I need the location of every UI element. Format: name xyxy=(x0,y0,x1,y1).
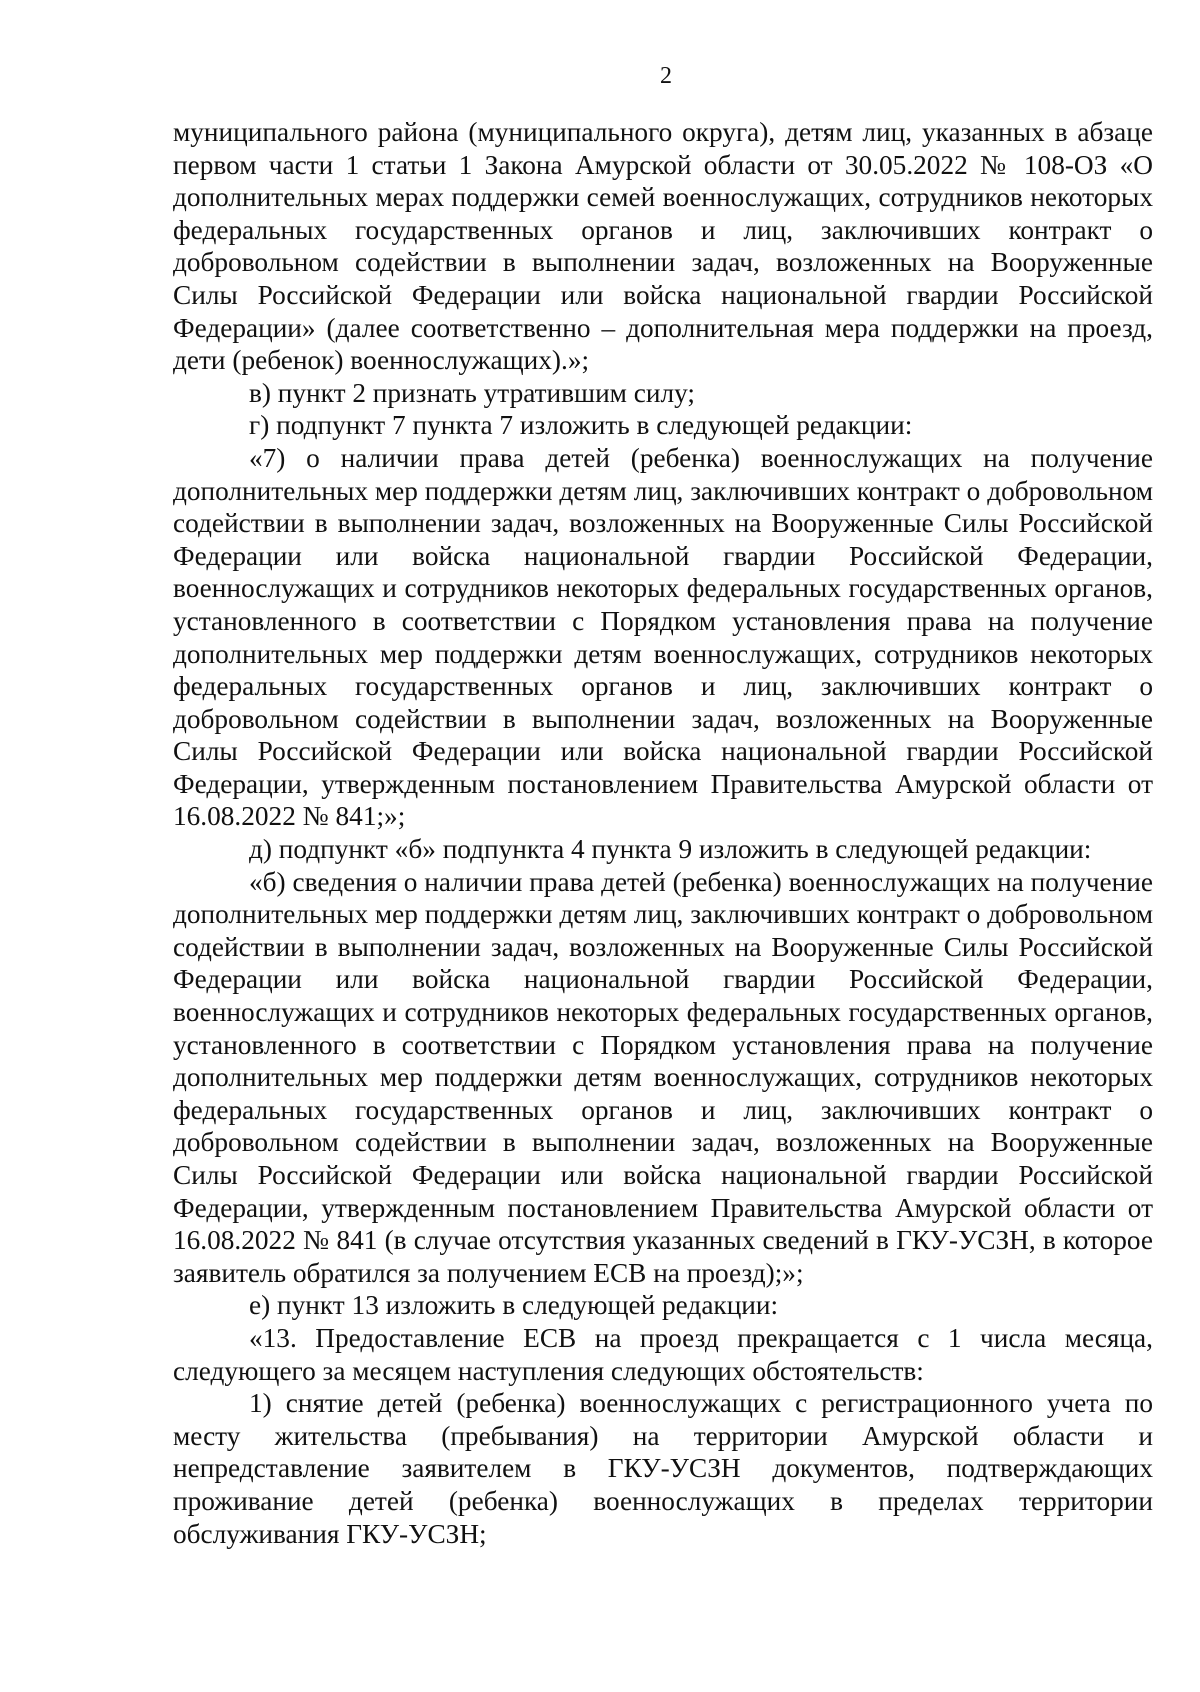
paragraph-continuation: муниципального района (муниципального округа), детям лиц, указанных в абзаце первом части 1 статьи 1 Закона Амурской области от 30.05.2022 № 108-ОЗ «О дополнительных мерах поддержки семей военнослужащих, сотрудников некоторых федеральных государственных органов и лиц, заключивших контракт о добровольном содействии в выполнении задач, возложенных на Вооруженные Силы Российской Федерации или войска национальной гвардии Российской Федерации» (далее соответственно – дополнительная мера поддержки на проезд, дети (ребенок) военнослужащих).»; xyxy=(173,117,1153,376)
document-body xyxy=(173,116,1153,1550)
paragraph-point-13: «13. Предоставление ЕСВ на проезд прекращается с 1 числа месяца, следующего за месяцем наступления следующих обстоятельств: xyxy=(173,1322,1153,1386)
paragraph-subpoint-1: 1) снятие детей (ребенка) военнослужащих с регистрационного учета по месту жительства (пребывания) на территории Амурской области и непредставление заявителем в ГКУ-УСЗН документов, подтверждающих проживание детей (ребенка) военнослужащих в пределах территории обслуживания ГКУ-УСЗН; xyxy=(173,1388,1153,1549)
page-number: 2 xyxy=(660,63,672,89)
paragraph-subitem-b: «б) сведения о наличии права детей (ребенка) военнослужащих на получение дополнительных мер поддержки детям лиц, заключивших контракт о добровольном содействии в выполнении задач, возложенных на Вооруженные Силы Российской Федерации или войска национальной гвардии Российской Федерации, военнослужащих и сотрудников некоторых федеральных государственных органов, установленного в соответствии с Порядком установления права на получение дополнительных мер поддержки детям военнослужащих, сотрудников некоторых федеральных государственных органов и лиц, заключивших контракт о добровольном содействии в выполнении задач, возложенных на Вооруженные Силы Российской Федерации или войска национальной гвардии Российской Федерации, утвержденным постановлением Правительства Амурской области от 16.08.2022 № 841 (в случае отсутствия указанных сведений в ГКУ-УСЗН, в которое заявитель обратился за получением ЕСВ на проезд);»; xyxy=(173,866,1153,1288)
paragraph-item-v: в) пункт 2 признать утратившим силу; xyxy=(249,377,695,408)
paragraph-item-e: е) пункт 13 изложить в следующей редакции: xyxy=(249,1290,779,1321)
paragraph-subitem-7: «7) о наличии права детей (ребенка) военнослужащих на получение дополнительных мер поддержки детям лиц, заключивших контракт о добровольном содействии в выполнении задач, возложенных на Вооруженные Силы Российской Федерации или войска национальной гвардии Российской Федерации, военнослужащих и сотрудников некоторых федеральных государственных органов, установленного в соответствии с Порядком установления права на получение дополнительных мер поддержки детям военнослужащих, сотрудников некоторых федеральных государственных органов и лиц, заключивших контракт о добровольном содействии в выполнении задач, возложенных на Вооруженные Силы Российской Федерации или войска национальной гвардии Российской Федерации, утвержденным постановлением Правительства Амурской области от 16.08.2022 № 841;»; xyxy=(173,442,1153,832)
paragraph-item-d: д) подпункт «б» подпункта 4 пункта 9 изложить в следующей редакции: xyxy=(249,834,1092,865)
paragraph-item-g: г) подпункт 7 пункта 7 изложить в следующей редакции: xyxy=(249,410,913,441)
